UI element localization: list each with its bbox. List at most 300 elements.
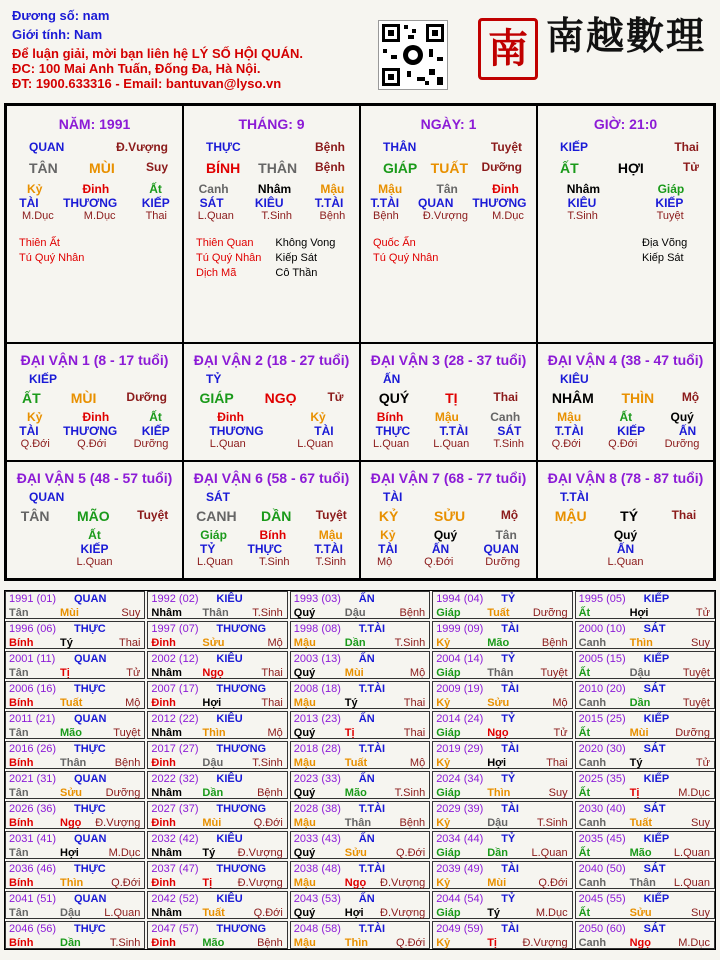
year-stem: Mậu — [293, 757, 316, 769]
year-cell[interactable] — [290, 861, 430, 889]
stage: Suy — [145, 160, 168, 174]
year-stem: Mậu — [293, 817, 316, 829]
stars-block — [184, 236, 359, 281]
year-stem: Nhâm — [151, 667, 182, 679]
earthly-branch: THÂN — [258, 160, 298, 176]
year-cell[interactable] — [432, 681, 572, 709]
year-stage: Tuyệt — [682, 667, 710, 679]
year-god: KIẾP — [643, 713, 670, 725]
year-god: TÀI — [501, 683, 519, 695]
year-cell[interactable] — [432, 921, 572, 949]
pillars-grid — [4, 103, 716, 581]
year-stage: Mộ — [267, 727, 283, 739]
row — [361, 390, 536, 406]
hidden-god: KIẾP — [655, 196, 684, 210]
year-label: 2010 (20) — [578, 683, 626, 695]
year-cell[interactable] — [5, 921, 145, 949]
year-label: 1993 (03) — [293, 593, 341, 605]
row — [538, 528, 713, 542]
year-god: SÁT — [643, 623, 666, 635]
stage: Bệnh — [315, 160, 345, 174]
stage: Tuyệt — [137, 508, 169, 522]
hidden-stage: L.Quan — [433, 438, 470, 450]
year-branch: Tuất — [344, 757, 368, 769]
bad-stars — [275, 236, 335, 281]
bad-star: Không Vong — [275, 237, 336, 249]
year-cell[interactable] — [575, 771, 715, 799]
year-label: 2022 (32) — [151, 773, 199, 785]
dai-van-title: ĐẠI VẬN 5 (48 - 57 tuổi) — [16, 470, 173, 486]
year-label: 2049 (59) — [436, 923, 484, 935]
pillar-title: NGÀY: 1 — [420, 116, 477, 132]
dai-van-title: ĐẠI VẬN 7 (68 - 77 tuổi) — [370, 470, 527, 486]
year-stem: Đinh — [151, 937, 176, 949]
year-cell[interactable] — [147, 681, 287, 709]
year-cell[interactable] — [5, 891, 145, 919]
phone-email-line: ĐT: 1900.633316 - Email: bantuvan@lyso.vn — [12, 76, 282, 91]
year-branch: Mão — [629, 847, 652, 859]
hidden-stem: Đinh — [492, 182, 519, 196]
hidden-god: TÀI — [19, 196, 39, 210]
year-cell[interactable] — [147, 621, 287, 649]
year-label: 2007 (17) — [151, 683, 199, 695]
hidden-stem: Nhâm — [257, 182, 292, 196]
year-label: 2027 (37) — [151, 803, 199, 815]
hidden-stage: Tuyệt — [656, 210, 684, 222]
year-cell[interactable] — [575, 591, 715, 619]
year-cell[interactable] — [575, 621, 715, 649]
year-stage: Dưỡng — [675, 727, 710, 739]
year-label: 2021 (31) — [9, 773, 57, 785]
year-stage: Mộ — [267, 637, 283, 649]
row — [184, 210, 359, 222]
year-stem: Giáp — [436, 607, 461, 619]
hidden-stage: Bệnh — [373, 210, 399, 222]
stars-block — [361, 236, 536, 266]
row — [538, 210, 713, 222]
year-branch: Dần — [202, 787, 224, 799]
year-cell[interactable] — [432, 711, 572, 739]
heavenly-stem: TÂN — [29, 160, 58, 176]
year-god: ẤN — [358, 773, 375, 785]
year-branch: Ngọ — [487, 727, 509, 739]
good-star: Thiên Quan — [196, 237, 254, 249]
year-cell[interactable] — [575, 891, 715, 919]
owner-label: Đương số: — [12, 8, 80, 23]
year-stem: Kỷ — [436, 757, 451, 769]
row — [361, 160, 536, 176]
hidden-stage: Q.Đới — [551, 438, 581, 450]
hidden-stem: Kỷ — [27, 182, 43, 196]
year-cell[interactable] — [5, 861, 145, 889]
year-cell[interactable] — [290, 891, 430, 919]
row — [7, 140, 182, 154]
year-label: 2041 (51) — [9, 893, 57, 905]
year-stage: T.Sinh — [537, 817, 568, 829]
hidden-stem: Bính — [376, 410, 404, 424]
year-branch: Hợi — [629, 607, 649, 619]
year-label: 2014 (24) — [436, 713, 484, 725]
god-stage: Tuyệt — [490, 140, 522, 154]
stage: Tử — [327, 390, 344, 404]
year-branch: Sửu — [60, 787, 83, 799]
hidden-god: SÁT — [497, 424, 522, 438]
year-branch: Tuất — [487, 607, 510, 619]
good-star: Quốc Ấn — [373, 237, 416, 249]
heavenly-stem: GIÁP — [199, 390, 234, 406]
dai-van-god: SÁT — [206, 490, 230, 504]
year-stage: Q.Đới — [538, 877, 568, 889]
year-label: 2003 (13) — [293, 653, 341, 665]
dai-van-god: TÀI — [383, 490, 403, 504]
year-stage: Bệnh — [541, 637, 568, 649]
earthly-branch: THÌN — [621, 390, 655, 406]
year-stage: Q.Đới — [395, 847, 426, 859]
good-star: Tú Quý Nhân — [373, 252, 439, 264]
year-stem: Bính — [9, 637, 34, 649]
year-stage: Đ.Vượng — [237, 877, 283, 889]
hidden-stage: Đ.Vượng — [422, 210, 469, 222]
year-cell[interactable] — [432, 741, 572, 769]
hidden-stem: Canh — [198, 182, 229, 196]
year-stem: Quý — [293, 907, 316, 919]
year-stage: T.Sinh — [394, 787, 426, 799]
row — [361, 508, 536, 524]
hidden-stem: Đinh — [82, 410, 110, 424]
year-cell[interactable] — [5, 651, 145, 679]
hidden-god: QUAN — [483, 542, 519, 556]
year-branch: Thìn — [487, 787, 511, 799]
year-cell[interactable] — [575, 831, 715, 859]
year-cell[interactable] — [5, 741, 145, 769]
year-cell[interactable] — [290, 681, 430, 709]
year-branch: Dần — [344, 637, 366, 649]
hidden-stem: Đinh — [217, 410, 244, 424]
year-cell[interactable] — [147, 771, 287, 799]
year-stage: L.Quan — [673, 847, 710, 859]
year-label: 2030 (40) — [578, 803, 626, 815]
row — [361, 490, 536, 504]
earthly-branch: MÙI — [70, 390, 97, 406]
hidden-stem: Kỷ — [380, 528, 396, 542]
dai-van-god: T.TÀI — [560, 490, 589, 504]
year-label: 1992 (02) — [151, 593, 199, 605]
year-cell[interactable] — [432, 651, 572, 679]
year-stem: Đinh — [151, 697, 176, 709]
year-branch: Sửu — [487, 697, 510, 709]
year-cell[interactable] — [5, 591, 145, 619]
year-stage: M.Dục — [678, 937, 710, 949]
hidden-stage: L.Quan — [209, 438, 246, 450]
stage: Mộ — [681, 390, 700, 404]
year-branch: Tị — [60, 667, 70, 679]
year-cell[interactable] — [575, 711, 715, 739]
year-cell[interactable] — [290, 771, 430, 799]
good-star: Tú Quý Nhân — [196, 252, 262, 264]
gender-value: Nam — [73, 27, 103, 42]
row — [538, 140, 713, 154]
row — [184, 424, 359, 438]
year-stage: Suy — [121, 607, 141, 619]
row — [7, 542, 182, 556]
year-god: KIẾP — [643, 773, 670, 785]
year-branch: Thân — [60, 757, 87, 769]
row — [7, 160, 182, 176]
year-cell[interactable] — [290, 921, 430, 949]
year-god: TỶ — [501, 593, 516, 605]
year-cell[interactable] — [290, 591, 430, 619]
hidden-stage: L.Quan — [196, 556, 234, 568]
stage: Thai — [493, 390, 519, 404]
year-branch: Thân — [202, 607, 229, 619]
hidden-god: T.TÀI — [439, 424, 469, 438]
year-label: 2042 (52) — [151, 893, 199, 905]
year-label: 2008 (18) — [293, 683, 341, 695]
year-cell[interactable] — [575, 921, 715, 949]
year-label: 2032 (42) — [151, 833, 199, 845]
year-branch: Tuất — [202, 907, 225, 919]
year-stem: Bính — [9, 937, 34, 949]
row — [361, 372, 536, 386]
hidden-stage: Mộ — [376, 556, 393, 568]
hidden-stem: Mậu — [318, 528, 343, 542]
hidden-stem: Tân — [495, 528, 517, 542]
year-stage: Tử — [553, 727, 568, 739]
owner-name: nam — [82, 8, 110, 23]
year-god: QUAN — [74, 773, 107, 785]
year-label: 2024 (34) — [436, 773, 484, 785]
hidden-stage: M.Dục — [492, 210, 524, 222]
year-god: THỰC — [74, 683, 106, 695]
year-stage: Tuyệt — [113, 727, 141, 739]
earthly-branch: SỬU — [434, 508, 466, 524]
earthly-branch: TÝ — [620, 508, 639, 524]
hidden-stage: L.Quan — [607, 556, 644, 568]
row — [184, 196, 359, 210]
row — [538, 438, 713, 450]
heavenly-stem: QUÝ — [378, 390, 410, 406]
hidden-stem: Quý — [433, 528, 458, 542]
year-god: T.TÀI — [358, 923, 386, 935]
god-stage: Thai — [674, 140, 699, 154]
earthly-branch: TỊ — [445, 390, 458, 406]
good-stars — [19, 236, 84, 266]
year-branch: Tý — [629, 757, 643, 769]
qr-code-icon[interactable] — [378, 20, 448, 90]
year-god: TỶ — [501, 893, 516, 905]
year-label: 2023 (33) — [293, 773, 341, 785]
row — [361, 556, 536, 568]
dai-van-god: KIẾP — [29, 372, 58, 386]
row — [538, 424, 713, 438]
year-branch: Tý — [487, 907, 501, 919]
year-branch: Tý — [202, 847, 216, 859]
year-stem: Mậu — [293, 937, 316, 949]
hidden-god: KIÊU — [254, 196, 284, 210]
heavenly-stem: ẤT — [560, 160, 579, 176]
stem-god: KIẾP — [560, 140, 589, 154]
year-stage: Suy — [548, 787, 568, 799]
year-stem: Bính — [9, 877, 34, 889]
hidden-god: QUAN — [418, 196, 454, 210]
stage: Tuyệt — [315, 508, 347, 522]
year-stage: Mộ — [125, 697, 141, 709]
year-cell[interactable] — [290, 831, 430, 859]
year-cell[interactable] — [147, 861, 287, 889]
year-stage: T.Sinh — [394, 637, 426, 649]
year-cell[interactable] — [575, 651, 715, 679]
year-cell[interactable] — [290, 621, 430, 649]
gender-label: Giới tính: — [12, 27, 71, 42]
pillar-title: NĂM: 1991 — [58, 116, 131, 132]
year-cell[interactable] — [575, 681, 715, 709]
year-label: 2001 (11) — [9, 653, 56, 665]
year-cell[interactable] — [432, 801, 572, 829]
year-cell[interactable] — [147, 801, 287, 829]
row — [538, 160, 713, 176]
hidden-stem: Quý — [670, 410, 694, 424]
dai-van-title: ĐẠI VẬN 3 (28 - 37 tuổi) — [370, 352, 527, 368]
year-cell[interactable] — [432, 861, 572, 889]
year-stage: Bệnh — [399, 817, 426, 829]
hidden-stem: Đinh — [82, 182, 110, 196]
chart-header — [12, 8, 303, 91]
stage: Tử — [682, 160, 699, 174]
year-cell[interactable] — [432, 771, 572, 799]
year-god: KIẾP — [643, 893, 670, 905]
year-cell[interactable] — [432, 831, 572, 859]
year-branch: Tị — [344, 727, 355, 739]
year-branch: Tị — [202, 877, 213, 889]
year-label: 1997 (07) — [151, 623, 199, 635]
year-label: 1994 (04) — [436, 593, 484, 605]
year-label: 2033 (43) — [293, 833, 341, 845]
earthly-branch: TUẤT — [430, 160, 468, 176]
row — [361, 196, 536, 210]
earthly-branch: MÙI — [89, 160, 115, 176]
year-label: 2018 (28) — [293, 743, 341, 755]
year-god: T.TÀI — [358, 623, 386, 635]
row — [361, 542, 536, 556]
year-stage: T.Sinh — [252, 757, 283, 769]
dai-van-god: TỶ — [206, 372, 222, 386]
year-branch: Hợi — [202, 697, 222, 709]
year-god: T.TÀI — [358, 803, 386, 815]
year-cell[interactable] — [5, 801, 145, 829]
year-stem: Canh — [578, 697, 607, 709]
year-stage: Suy — [691, 817, 710, 829]
hidden-stage: Q.Đới — [424, 556, 454, 568]
year-stage: Bệnh — [114, 757, 141, 769]
year-cell[interactable] — [290, 711, 430, 739]
year-stage: Thai — [403, 697, 426, 709]
year-cell[interactable] — [432, 621, 572, 649]
year-god: TÀI — [501, 923, 519, 935]
year-cell[interactable] — [575, 741, 715, 769]
earthly-branch: MÃO — [76, 508, 110, 524]
year-cell[interactable] — [5, 771, 145, 799]
year-stage: Dưỡng — [532, 607, 568, 619]
year-god: TÀI — [501, 863, 519, 875]
hidden-god: TỶ — [200, 542, 216, 556]
dai-van-4 — [537, 343, 714, 461]
hidden-god: TÀI — [378, 542, 398, 556]
year-cell[interactable] — [5, 621, 145, 649]
year-cell[interactable] — [575, 801, 715, 829]
year-cell[interactable] — [5, 711, 145, 739]
year-cell[interactable] — [5, 681, 145, 709]
year-cell[interactable] — [147, 711, 287, 739]
good-star: Thiên Ất — [19, 237, 60, 249]
year-god: KIÊU — [216, 653, 243, 665]
year-stem: Tân — [9, 607, 29, 619]
year-label: 2011 (21) — [9, 713, 56, 725]
year-branch: Mão — [344, 787, 367, 799]
hidden-stage: Q.Đới — [77, 438, 107, 450]
year-cell[interactable] — [290, 801, 430, 829]
year-stage: Đ.Vượng — [522, 937, 568, 949]
year-cell[interactable] — [290, 741, 430, 769]
year-cell[interactable] — [147, 831, 287, 859]
year-cell[interactable] — [147, 591, 287, 619]
year-cell[interactable] — [147, 741, 287, 769]
stage: Dưỡng — [126, 390, 167, 404]
good-star: Dịch Mã — [196, 267, 237, 279]
brand-title: 南越數理 — [546, 13, 707, 58]
year-cell[interactable] — [432, 591, 572, 619]
heavenly-stem: KỶ — [378, 508, 399, 524]
hidden-stage: M.Dục — [83, 210, 116, 222]
row — [538, 372, 713, 386]
year-cell[interactable] — [147, 921, 287, 949]
dai-van-god: ẤN — [383, 372, 401, 386]
year-cell[interactable] — [575, 861, 715, 889]
year-stem: Canh — [578, 877, 607, 889]
year-stage: Dưỡng — [105, 787, 141, 799]
hidden-god: THƯƠNG — [472, 196, 527, 210]
year-cell[interactable] — [147, 651, 287, 679]
heavenly-stem: MẬU — [554, 508, 587, 524]
year-stem: Bính — [9, 697, 34, 709]
pillar-title: THÁNG: 9 — [238, 116, 305, 132]
stage: Dưỡng — [481, 160, 522, 174]
year-label: 2009 (19) — [436, 683, 484, 695]
year-label: 2043 (53) — [293, 893, 341, 905]
year-branch: Ngọ — [344, 877, 367, 889]
year-stem: Tân — [9, 667, 29, 679]
year-branch: Mùi — [202, 817, 222, 829]
year-label: 1991 (01) — [9, 593, 57, 605]
year-cell[interactable] — [147, 891, 287, 919]
year-stem: Đinh — [151, 757, 176, 769]
year-label: 1998 (08) — [293, 623, 341, 635]
year-god: ẤN — [358, 713, 375, 725]
heavenly-stem: BÍNH — [206, 160, 241, 176]
hidden-stage: Dưỡng — [133, 438, 169, 450]
year-cell[interactable] — [290, 651, 430, 679]
year-god: THƯƠNG — [216, 623, 267, 635]
year-god: SÁT — [643, 863, 666, 875]
year-god: TỶ — [501, 653, 516, 665]
year-stage: M.Dục — [678, 787, 710, 799]
year-cell[interactable] — [5, 831, 145, 859]
year-stem: Ất — [578, 847, 591, 859]
row — [184, 438, 359, 450]
year-cell[interactable] — [432, 891, 572, 919]
year-label: 2045 (55) — [578, 893, 626, 905]
dai-van-5 — [6, 461, 183, 579]
year-branch: Mão — [487, 637, 510, 649]
